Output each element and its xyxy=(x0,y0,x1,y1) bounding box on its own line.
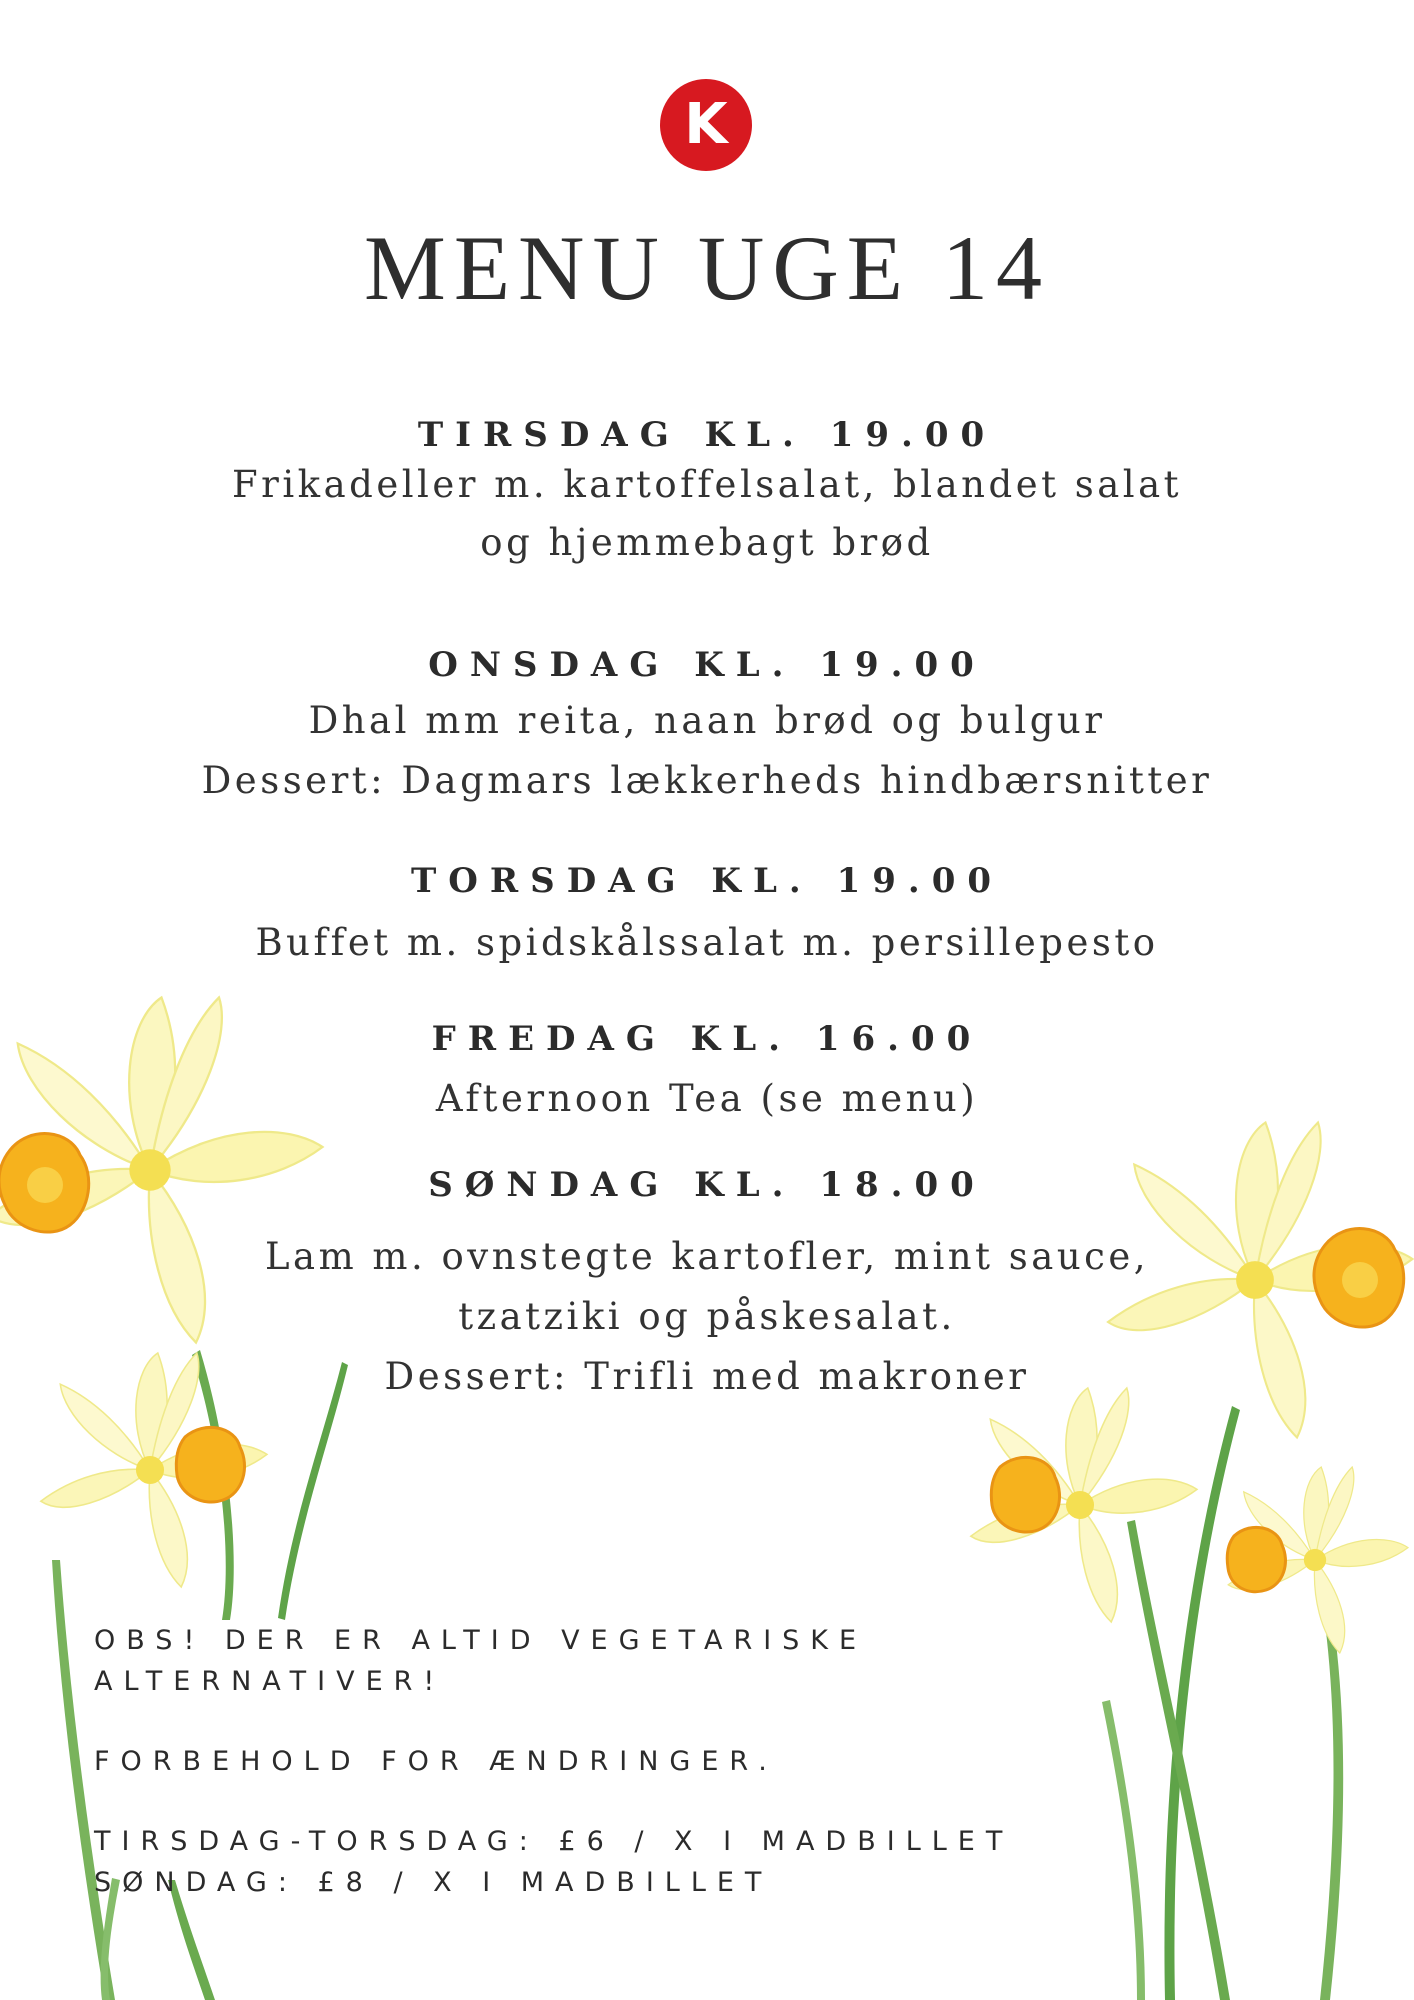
vegetarian-note: OBS! DER ER ALTID VEGETARISKE xyxy=(94,1625,868,1656)
day-heading-sondag: SØNDAG KL. 18.00 xyxy=(428,1165,986,1205)
day-line: Frikadeller m. kartoffelsalat, blandet salat xyxy=(231,463,1183,506)
price-sunday: SØNDAG: £8 / X I MADBILLET xyxy=(94,1867,773,1898)
day-heading-onsdag: ONSDAG KL. 19.00 xyxy=(428,645,986,685)
day-heading-torsdag: TORSDAG KL. 19.00 xyxy=(410,861,1004,901)
notes-block xyxy=(94,1620,1094,1903)
page-title: MENU UGE 14 xyxy=(364,217,1050,319)
day-line: Dessert: Trifli med makroner xyxy=(384,1355,1030,1398)
day-line: Dessert: Dagmars lækkerheds hindbærsnitter xyxy=(201,759,1213,802)
vegetarian-note-cont: ALTERNATIVER! xyxy=(94,1666,446,1697)
logo xyxy=(660,79,752,171)
day-line: Lam m. ovnstegte kartofler, mint sauce, xyxy=(264,1235,1150,1278)
day-line: Afternoon Tea (se menu) xyxy=(435,1077,979,1120)
day-line: Dhal mm reita, naan brød og bulgur xyxy=(308,699,1106,742)
price-weekday: TIRSDAG-TORSDAG: £6 / X I MADBILLET xyxy=(94,1826,1014,1857)
logo-letter: K xyxy=(684,92,728,157)
day-heading-tirsdag: TIRSDAG KL. 19.00 xyxy=(417,415,997,455)
day-heading-fredag: FREDAG KL. 16.00 xyxy=(431,1019,983,1059)
day-line: Buffet m. spidskålssalat m. persillepesto xyxy=(255,921,1159,964)
day-line: og hjemmebagt brød xyxy=(480,521,934,564)
day-line: tzatziki og påskesalat. xyxy=(458,1295,956,1338)
reservation-note: FORBEHOLD FOR ÆNDRINGER. xyxy=(94,1746,778,1777)
